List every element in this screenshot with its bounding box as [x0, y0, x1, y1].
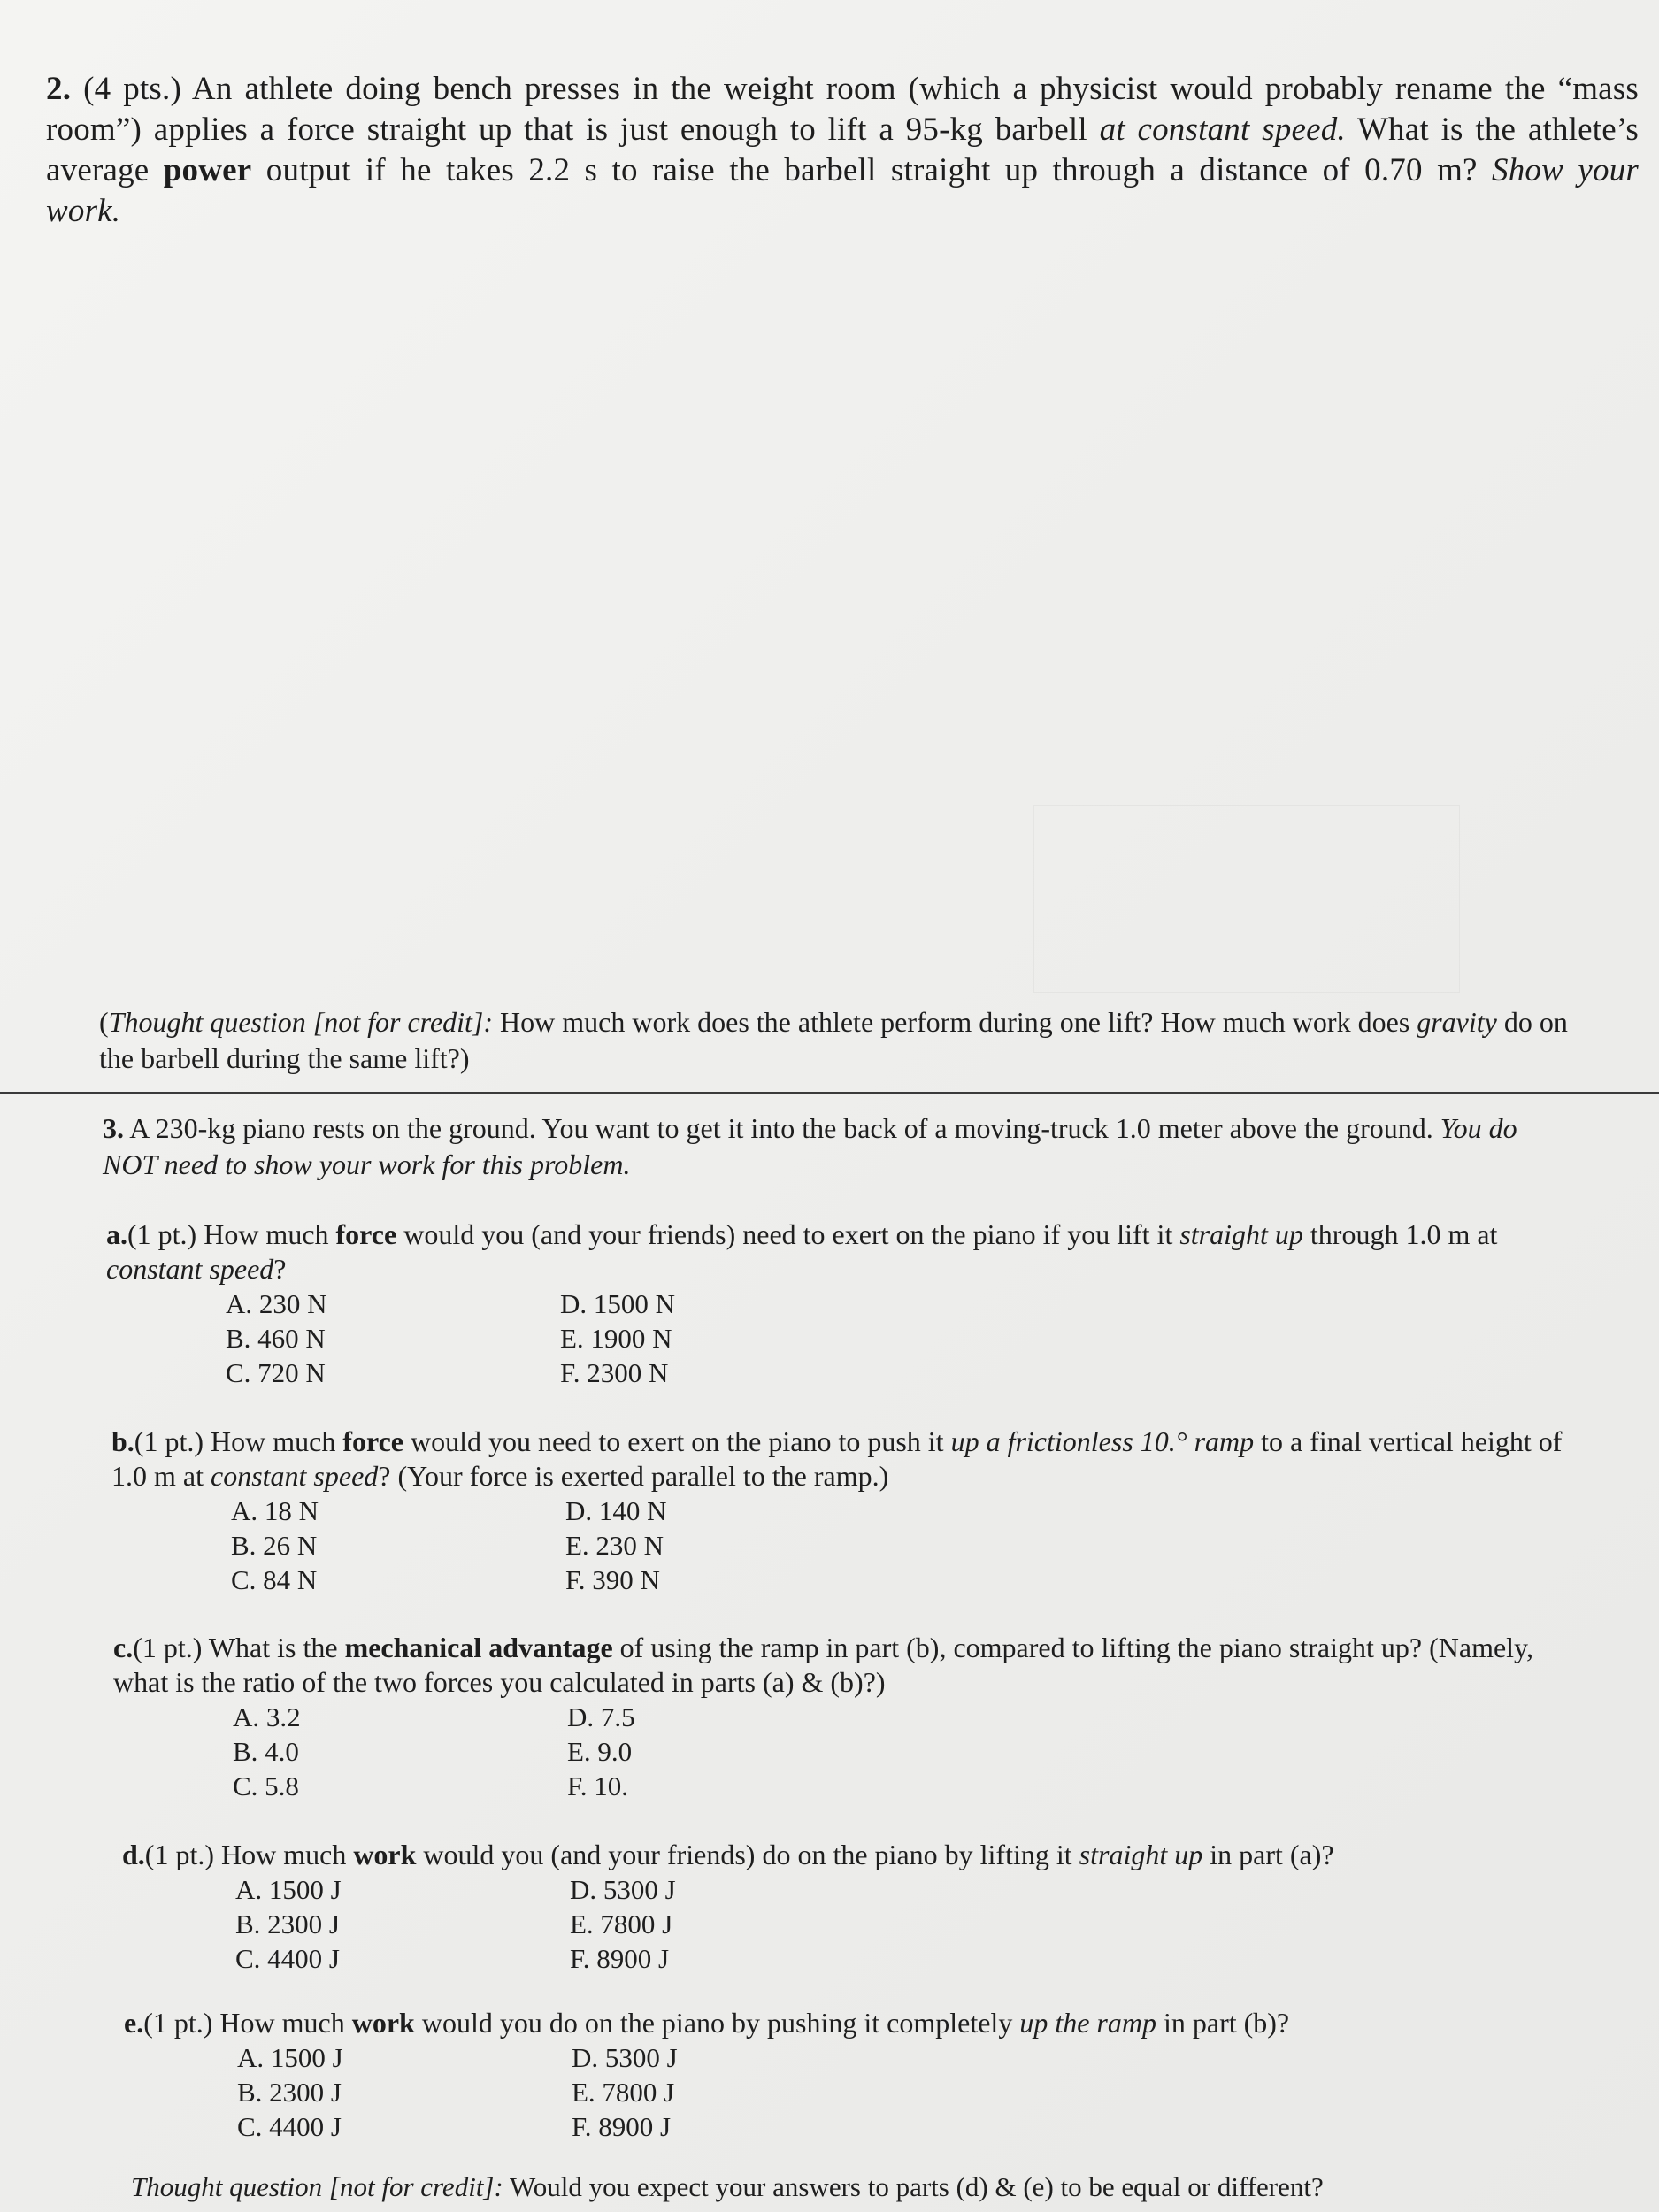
choice-e[interactable]: E. 230 N [565, 1530, 664, 1561]
choice-b[interactable]: B. 26 N [231, 1530, 318, 1561]
question-2-number: 2. [46, 71, 72, 107]
question-2-constant-speed: at constant speed. [1099, 111, 1346, 148]
question-2-text-cont: What is the athlete’s average [46, 111, 1639, 188]
thought-text-end: do on the barbell during the same lift?) [99, 1006, 1568, 1074]
part-text: ? [273, 1253, 287, 1285]
part-e-stem [124, 2006, 1593, 2040]
part-label: c. [113, 1632, 134, 1663]
choice-e[interactable]: E. 1900 N [560, 1323, 672, 1354]
part-text: through 1.0 m at [1310, 1218, 1498, 1250]
part-a [106, 1217, 1575, 1390]
choice-d[interactable]: D. 7.5 [567, 1701, 635, 1732]
part-italic: up a frictionless 10.° ramp [950, 1425, 1255, 1457]
part-italic: straight up [1179, 1218, 1303, 1250]
part-text: would you (and your friends) do on the piano by lifting it [423, 1839, 1072, 1870]
choice-f[interactable]: F. 8900 J [570, 1943, 670, 1974]
part-b-stem [111, 1425, 1580, 1494]
part-label: b. [111, 1425, 134, 1457]
part-label: a. [106, 1218, 127, 1250]
part-italic: constant speed [210, 1460, 379, 1492]
choice-f[interactable]: F. 8900 J [572, 2111, 672, 2142]
part-text: What is the [208, 1632, 338, 1663]
part-c [113, 1631, 1582, 1803]
question-2-show-work: Show your work. [46, 152, 1639, 229]
choice-c[interactable]: C. 5.8 [233, 1770, 299, 1801]
choice-f[interactable]: F. 390 N [565, 1564, 660, 1595]
question-2-thought [99, 1004, 1603, 1077]
part-d [122, 1838, 1591, 1976]
faint-bleed-through-figure [1033, 805, 1460, 993]
part-a-stem [106, 1217, 1575, 1286]
part-d-stem [122, 1838, 1591, 1872]
thought-gravity: gravity [1417, 1006, 1497, 1038]
choice-c[interactable]: C. 4400 J [235, 1943, 340, 1974]
choice-d[interactable]: D. 5300 J [570, 1874, 676, 1905]
choice-c[interactable]: C. 84 N [231, 1564, 318, 1595]
part-text: would you do on the piano by pushing it completely [421, 2007, 1013, 2039]
question-2-points: (4 pts.) [83, 71, 181, 107]
part-label: d. [122, 1839, 145, 1870]
part-keyword: work [353, 1839, 417, 1870]
question-3-instruction: You do NOT need to show your work for this problem. [103, 1112, 1517, 1180]
part-e-choices [237, 2040, 1593, 2144]
choice-d[interactable]: D. 140 N [565, 1495, 667, 1526]
choice-d[interactable]: D. 5300 J [572, 2042, 678, 2073]
part-d-choices [235, 1872, 1591, 1976]
thought-text: How much work does the athlete perform during one lift? How much work does [500, 1006, 1410, 1038]
part-b-choices [231, 1494, 1580, 1597]
thought-label: Thought question [not for credit]: [131, 2171, 503, 2202]
choice-c[interactable]: C. 720 N [226, 1357, 326, 1388]
part-e [124, 2006, 1593, 2144]
part-c-stem [113, 1631, 1582, 1700]
part-points: (1 pt.) [143, 2007, 213, 2039]
part-italic: up the ramp [1019, 2007, 1156, 2039]
part-italic: constant speed [106, 1253, 274, 1285]
thought-open-paren: ( [99, 1006, 109, 1038]
thought-text: Would you expect your answers to parts (d) & (e) to be equal or different? [510, 2171, 1324, 2202]
choice-e[interactable]: E. 7800 J [570, 1909, 673, 1939]
question-2-power-keyword: power [163, 152, 252, 188]
choice-a[interactable]: A. 18 N [231, 1495, 319, 1526]
part-points: (1 pt.) [134, 1425, 204, 1457]
part-a-choices [226, 1286, 1575, 1390]
part-text: How much [204, 1218, 329, 1250]
choice-b[interactable]: B. 460 N [226, 1323, 326, 1354]
choice-b[interactable]: B. 2300 J [237, 2077, 342, 2108]
part-c-choices [233, 1700, 1582, 1803]
part-text: would you need to exert on the piano to push it [411, 1425, 944, 1457]
question-3-thought [131, 2170, 1635, 2205]
part-text: of using the ramp in part (b), compared to lifting the piano straight up? (Namely, what is the ratio of the two forces you calculated in parts (a) & (b)?) [113, 1632, 1533, 1698]
question-3-number: 3. [103, 1112, 124, 1144]
choice-d[interactable]: D. 1500 N [560, 1288, 676, 1319]
choice-a[interactable]: A. 230 N [226, 1288, 327, 1319]
part-keyword: mechanical advantage [344, 1632, 613, 1663]
question-3-text: A 230-kg piano rests on the ground. You want to get it into the back of a moving-truck 1.0 meter above the ground. [129, 1112, 1433, 1144]
part-label: e. [124, 2007, 144, 2039]
part-text: in part (b)? [1163, 2007, 1290, 2039]
question-3-intro [103, 1110, 1571, 1183]
choice-a[interactable]: A. 1500 J [237, 2042, 343, 2073]
part-text: ? (Your force is exerted parallel to the ramp.) [378, 1460, 889, 1492]
section-divider [0, 1092, 1659, 1094]
part-keyword: force [342, 1425, 403, 1457]
question-2-text: An athlete doing bench presses in the weight room (which a physicist would probably rename the “mass room”) applies a force straight up that is just enough to lift a 95-kg barbell [46, 71, 1639, 148]
question-2 [46, 69, 1639, 232]
part-points: (1 pt.) [133, 1632, 203, 1663]
choice-c[interactable]: C. 4400 J [237, 2111, 342, 2142]
choice-f[interactable]: F. 10. [567, 1770, 629, 1801]
choice-a[interactable]: A. 3.2 [233, 1701, 301, 1732]
choice-b[interactable]: B. 2300 J [235, 1909, 340, 1939]
part-keyword: work [351, 2007, 415, 2039]
choice-e[interactable]: E. 7800 J [572, 2077, 675, 2108]
part-text: How much [219, 2007, 345, 2039]
thought-label: Thought question [not for credit]: [108, 1006, 494, 1038]
part-points: (1 pt.) [127, 1218, 197, 1250]
question-2-text-end: output if he takes 2.2 s to raise the barbell straight up through a distance of 0.70 m? [265, 152, 1478, 188]
choice-e[interactable]: E. 9.0 [567, 1736, 633, 1767]
part-text: in part (a)? [1210, 1839, 1334, 1870]
choice-f[interactable]: F. 2300 N [560, 1357, 669, 1388]
part-keyword: force [335, 1218, 397, 1250]
part-text: to a final vertical height of 1.0 m at [111, 1425, 1563, 1492]
part-text: How much [211, 1425, 336, 1457]
part-text: would you (and your friends) need to exert on the piano if you lift it [403, 1218, 1173, 1250]
choice-a[interactable]: A. 1500 J [235, 1874, 342, 1905]
part-points: (1 pt.) [144, 1839, 214, 1870]
part-b [111, 1425, 1580, 1597]
part-text: How much [221, 1839, 347, 1870]
choice-b[interactable]: B. 4.0 [233, 1736, 299, 1767]
part-italic: straight up [1079, 1839, 1203, 1870]
